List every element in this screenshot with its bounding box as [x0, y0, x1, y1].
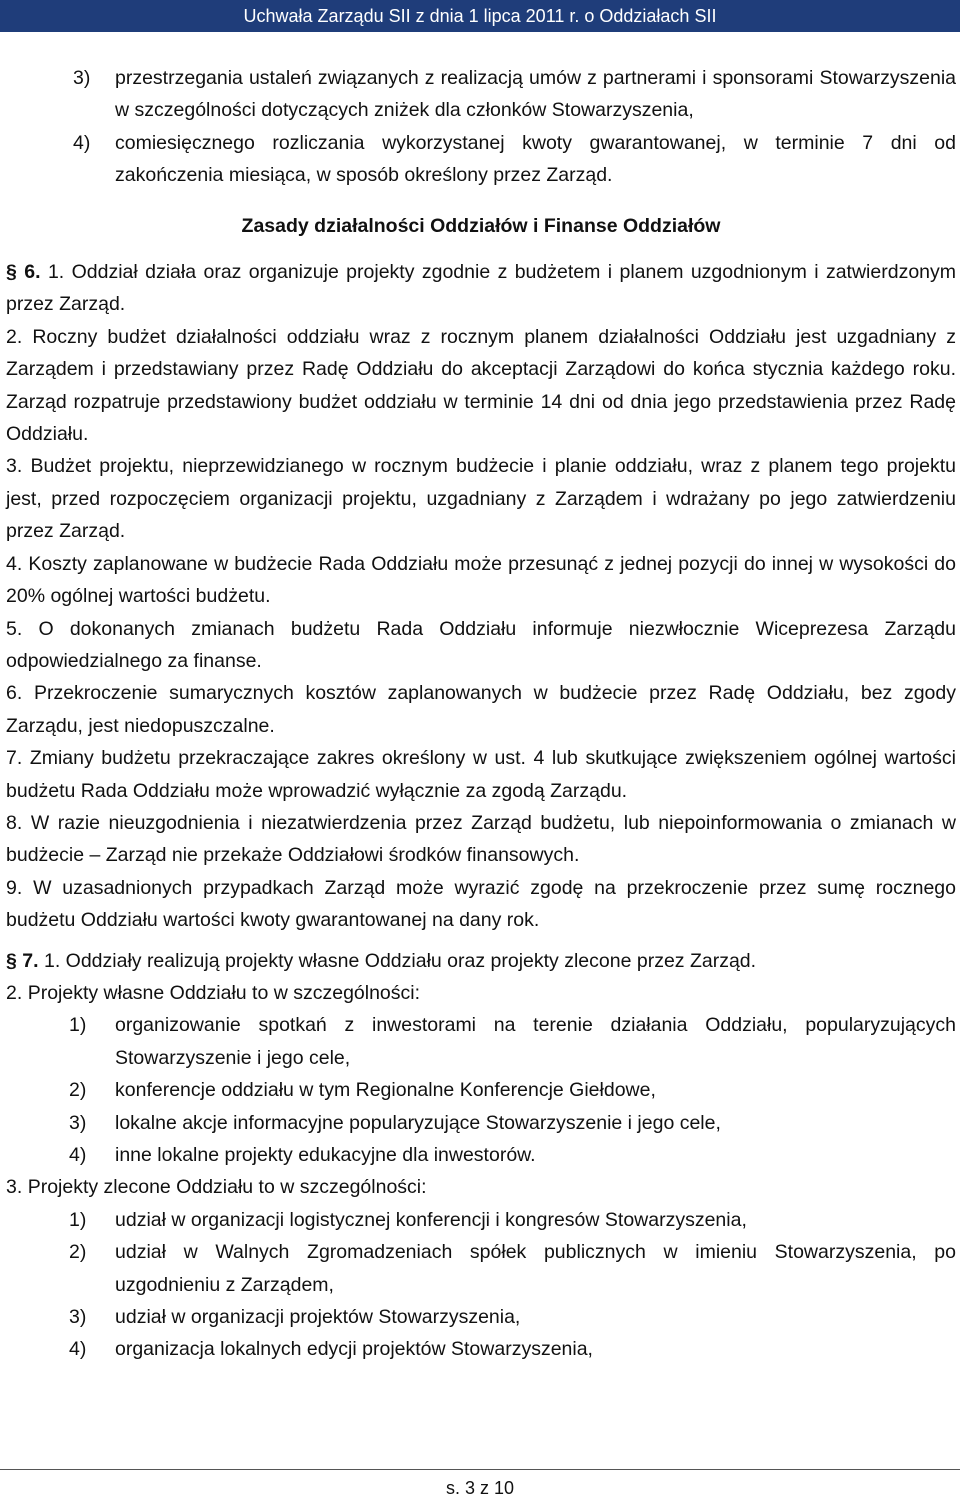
paragraph-text: O dokonanych zmianach budżetu Rada Oddziału informuje niezwłocznie Wiceprezesa Zarządu odpowiedzialnego za finanse. — [6, 617, 956, 672]
paragraph-6-5 — [6, 613, 956, 678]
paragraph-number: 8. — [6, 811, 23, 834]
paragraph-text: Projekty własne Oddziału to w szczególności: — [27, 981, 421, 1004]
page-number: s. 3 z 10 — [445, 1478, 515, 1498]
list-item-number: 2) — [69, 1241, 87, 1264]
list-item-text: organizacja lokalnych edycji projektów Stowarzyszenia, — [115, 1338, 593, 1361]
document-header: Uchwała Zarządu SII z dnia 1 lipca 2011 r. o Oddziałach SII — [0, 0, 960, 32]
section-heading: Zasady działalności Oddziałów i Finanse Oddziałów — [241, 214, 721, 237]
document-body — [6, 62, 956, 1366]
list-item — [6, 127, 956, 192]
list-item — [6, 1333, 956, 1365]
list-item-text: konferencje oddziału w tym Regionalne Konferencje Giełdowe, — [115, 1079, 656, 1102]
paragraph-number: 1. — [47, 261, 65, 284]
paragraph-text: Przekroczenie sumarycznych kosztów zaplanowanych w budżecie przez Radę Oddziału, bez zgody Zarządu, jest niedopuszczalne. — [6, 682, 957, 737]
paragraph-text: Oddział działa oraz organizuje projekty zgodnie z budżetem i planem uzgodnionym i zatwierdzonym przez Zarząd. — [6, 261, 957, 316]
paragraph-6-6 — [6, 677, 956, 742]
paragraph-number: 3. — [6, 1176, 23, 1199]
paragraph-number: 9. — [6, 876, 23, 899]
paragraph-text: Oddziały realizują projekty własne Oddziału oraz projekty zlecone przez Zarząd. — [65, 949, 757, 972]
list-item-text: przestrzegania ustaleń związanych z realizacją umów z partnerami i sponsorami Stowarzyszenia w szczególności dotyczących zniżek dla członków Stowarzyszenia, — [115, 67, 956, 122]
paragraph-text: Roczny budżet działalności oddziału wraz z rocznym planem działalności Oddziału jest uzgadniany z Zarządem i przedstawiany przez Radę Oddziału do akceptacji Zarządowi do końca stycznia każdego roku. Zarząd rozpatruje przedstawiony budżet oddziału w terminie 14 dni od dnia jego przedstawienia przez Radę Oddziału. — [6, 325, 956, 446]
list-item-text: udział w Walnych Zgromadzeniach spółek publicznych w imieniu Stowarzyszenia, po uzgodnieniu z Zarządem, — [115, 1241, 956, 1296]
paragraph-7-2 — [6, 977, 956, 1009]
paragraph-text: Koszty zaplanowane w budżecie Rada Oddziału może przesunąć z jednej pozycji do innej w wysokości do 20% ogólnej wartości budżetu. — [6, 552, 956, 608]
list-item-text: udział w organizacji logistycznej konferencji i kongresów Stowarzyszenia, — [115, 1208, 747, 1231]
paragraph-6-8 — [6, 807, 956, 872]
list-item-text: lokalne akcje informacyjne popularyzujące Stowarzyszenie i jego cele, — [115, 1111, 721, 1134]
list-item-number: 1) — [69, 1014, 87, 1037]
section-mark: § — [6, 261, 17, 284]
paragraph-6-3 — [6, 450, 956, 547]
list-item-text: inne lokalne projekty edukacyjne dla inwestorów. — [115, 1144, 536, 1166]
paragraph-number: 2. — [6, 325, 23, 348]
paragraph-6-7 — [6, 742, 956, 807]
list-item-number: 4) — [69, 1338, 87, 1361]
list-item-text: udział w organizacji projektów Stowarzyszenia, — [115, 1306, 521, 1329]
paragraph-number: 6. — [6, 682, 23, 705]
paragraph-text: Zmiany budżetu przekraczające zakres określony w ust. 4 lub skutkujące zwiększeniem ogólnej wartości budżetu Rada Oddziału może wprowadzić wyłącznie za zgodą Zarządu. — [6, 747, 956, 802]
paragraph-number: 3. — [6, 455, 23, 478]
list-item — [6, 1236, 956, 1301]
page-footer — [0, 1477, 960, 1499]
paragraph-6-4 — [6, 548, 956, 613]
paragraph-number: 2. — [6, 981, 23, 1004]
list-item-number: 3) — [69, 1306, 87, 1329]
list-item-text: comiesięcznego rozliczania wykorzystanej kwoty gwarantowanej, w terminie 7 dni od zakończenia miesiąca, w sposób określony przez Zarząd. — [115, 131, 956, 187]
list-item-number: 4) — [69, 1144, 87, 1166]
paragraph-7-1 — [6, 945, 956, 977]
list-item-number: 3) — [69, 1111, 87, 1134]
list-item — [6, 1204, 956, 1236]
paragraph-text: Budżet projektu, nieprzewidzianego w rocznym budżecie i planie oddziału, wraz z planem tego projektu jest, przed rozpoczęciem organizacji projektu, uzgadniany z Zarządem i wdrażany po jego zatwierdzeniu przez Zarząd. — [6, 455, 956, 543]
paragraph-6-9 — [6, 872, 956, 937]
list-item — [6, 1139, 956, 1171]
list-item-number: 1) — [69, 1208, 87, 1231]
paragraph-6-1 — [6, 256, 956, 321]
footer-divider — [0, 1469, 960, 1470]
paragraph-7-3 — [6, 1171, 956, 1203]
paragraph-text: Projekty zlecone Oddziału to w szczególności: — [27, 1176, 427, 1199]
list-item — [6, 1301, 956, 1333]
list-item-number: 2) — [69, 1079, 87, 1102]
list-item-number: 3) — [73, 67, 91, 89]
list-item — [6, 1107, 956, 1139]
paragraph-number: 7. — [6, 747, 23, 770]
section-number: 6. — [24, 261, 41, 284]
list-item — [6, 62, 956, 127]
paragraph-text: W uzasadnionych przypadkach Zarząd może wyrazić zgodę na przekroczenie przez sumę rocznego budżetu Oddziału wartości kwoty gwarantowanej na dany rok. — [6, 876, 957, 932]
paragraph-6-2 — [6, 321, 956, 451]
paragraph-text: W razie nieuzgodnienia i niezatwierdzenia przez Zarząd budżetu, lub niepoinformowania o zmianach w budżecie – Zarząd nie przekaże Oddziałowi środków finansowych. — [6, 811, 956, 867]
list-item-text: organizowanie spotkań z inwestorami na terenie działania Oddziału, popularyzujących Stowarzyszenie i jego cele, — [115, 1014, 956, 1069]
section-number: 7. — [22, 949, 39, 972]
paragraph-number: 5. — [6, 617, 23, 640]
paragraph-number: 1. — [43, 949, 61, 972]
list-item-number: 4) — [73, 131, 91, 154]
list-item — [6, 1009, 956, 1074]
paragraph-number: 4. — [6, 552, 23, 575]
section-mark: § — [6, 949, 17, 972]
list-item — [6, 1074, 956, 1106]
